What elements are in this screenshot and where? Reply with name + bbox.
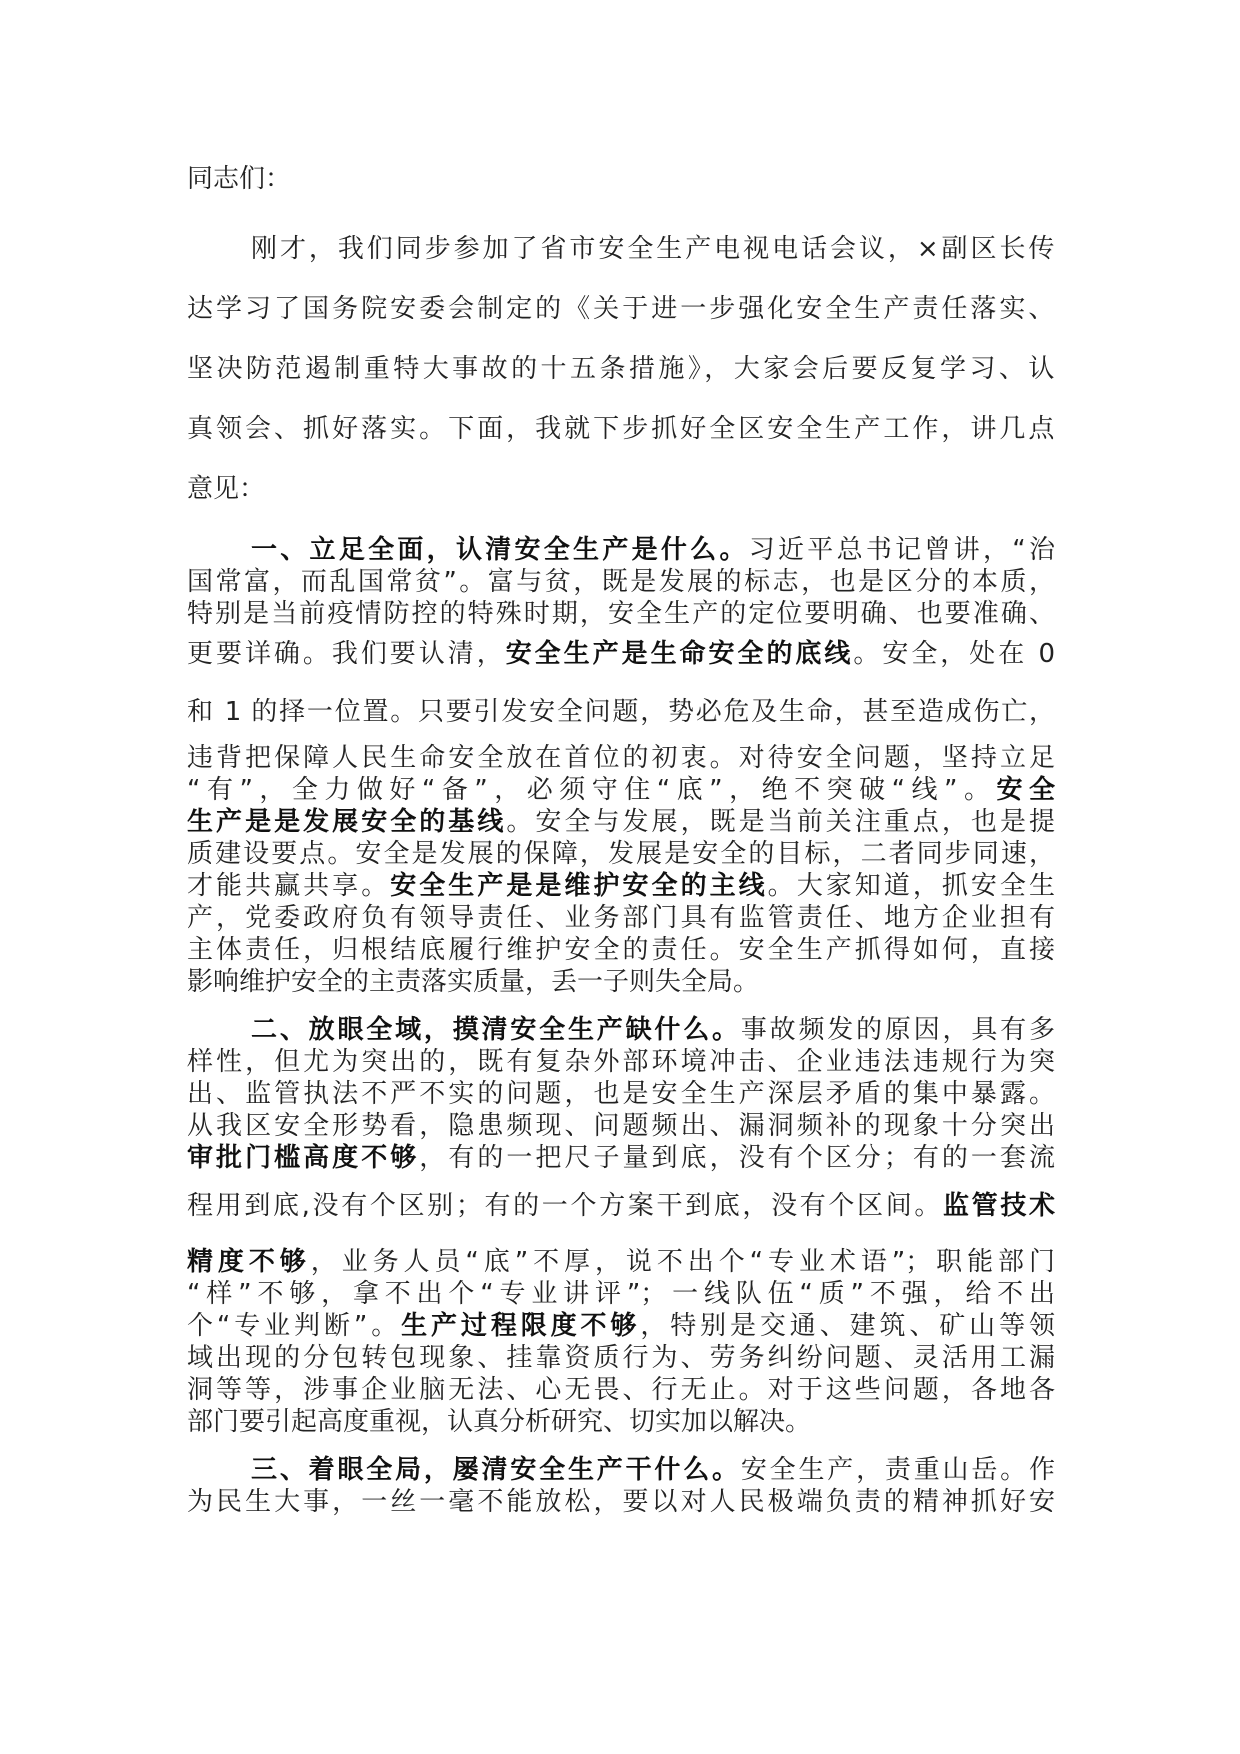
section-2-line: 从我区安全形势看，隐患频现、问题频出、漏洞频补的现象十分突出 (187, 1111, 1055, 1141)
section-2-line: 程用到底,没有个区别；有的一个方案干到底，没有个区间。监管技术 (187, 1191, 1055, 1221)
section-1-line: 特别是当前疫情防控的特殊时期，安全生产的定位要明确、也要准确、 (187, 599, 1055, 629)
emphasis-bottom-line: 安全生产是生命安全的底线 (505, 639, 854, 669)
section-1-line: 一、立足全面，认清安全生产是什么。习近平总书记曾讲，“治 (251, 535, 1055, 565)
section-3-line: 为民生大事，一丝一毫不能放松，要以对人民极端负责的精神抓好安 (187, 1487, 1055, 1517)
section-1-line: 和 1 的择一位置。只要引发安全问题，势必危及生命，甚至造成伤亡， (187, 697, 1055, 727)
section-1-line: 更要详确。我们要认清，安全生产是生命安全的底线。安全，处在 0 (187, 639, 1055, 669)
section-2-heading: 二、放眼全域，摸清安全生产缺什么。 (251, 1015, 741, 1045)
section-3-line: 三、着眼全局，屡清安全生产干什么。安全生产，责重山岳。作 (251, 1455, 1055, 1485)
section-2-line: 样性，但尤为突出的，既有复杂外部环境冲击、企业违法违规行为突 (187, 1047, 1055, 1077)
emphasis-base-line: 生产是是发展安全的基线 (187, 807, 507, 837)
intro-line: 意见： (187, 474, 266, 504)
section-1-line: 产，党委政府负有领导责任、业务部门具有监管责任、地方企业担有 (187, 903, 1055, 933)
intro-line: 达学习了国务院安委会制定的《关于进一步强化安全生产责任落实、 (187, 294, 1055, 324)
section-1-heading: 一、立足全面，认清安全生产是什么。 (251, 535, 749, 565)
section-3-heading: 三、着眼全局，屡清安全生产干什么。 (251, 1455, 741, 1485)
emphasis-main-line: 安全生产是是维护安全的主线 (390, 871, 768, 901)
section-2-line: 部门要引起高度重视，认真分析研究、切实加以解决。 (187, 1407, 812, 1437)
section-2-line: 出、监管执法不严不实的问题，也是安全生产深层矛盾的集中暴露。 (187, 1079, 1055, 1109)
emphasis-production: 生产过程限度不够 (401, 1311, 641, 1341)
section-1-line: 违背把保障人民生命安全放在首位的初衷。对待安全问题，坚持立足 (187, 743, 1055, 773)
section-1-line: 质建设要点。安全是发展的保障，发展是安全的目标，二者同步同速， (187, 839, 1055, 869)
intro-line: 刚才，我们同步参加了省市安全生产电视电话会议，×副区长传 (251, 234, 1055, 264)
section-2-line: 二、放眼全域，摸清安全生产缺什么。事故频发的原因，具有多 (251, 1015, 1055, 1045)
section-2-line: “样”不够，拿不出个“专业讲评”；一线队伍“质”不强，给不出 (187, 1279, 1055, 1309)
section-2-line: 审批门槛高度不够，有的一把尺子量到底，没有个区分；有的一套流 (187, 1143, 1055, 1173)
section-2-line: 域出现的分包转包现象、挂靠资质行为、劳务纠纷问题、灵活用工漏 (187, 1343, 1055, 1373)
emphasis-approval: 审批门槛高度不够 (187, 1143, 420, 1173)
greeting: 同志们： (187, 164, 292, 194)
section-2-line: 个“专业判断”。生产过程限度不够，特别是交通、建筑、矿山等领 (187, 1311, 1055, 1341)
section-1-line: 主体责任，归根结底履行维护安全的责任。安全生产抓得如何，直接 (187, 935, 1055, 965)
section-1-line: 生产是是发展安全的基线。安全与发展，既是当前关注重点，也是提 (187, 807, 1055, 837)
section-1-line: 才能共赢共享。安全生产是是维护安全的主线。大家知道，抓安全生 (187, 871, 1055, 901)
section-1-line: 国常富，而乱国常贫”。富与贫，既是发展的标志，也是区分的本质， (187, 567, 1055, 597)
section-2-line: 洞等等，涉事企业脑无法、心无畏、行无止。对于这些问题，各地各 (187, 1375, 1055, 1405)
section-1-line: “有”，全力做好“备”，必须守住“底”，绝不突破“线”。安全 (187, 775, 1055, 805)
section-2-line: 精度不够，业务人员“底”不厚，说不出个“专业术语”；职能部门 (187, 1247, 1055, 1277)
section-1-line: 影响维护安全的主责落实质量，丢一子则失全局。 (187, 967, 760, 997)
intro-line: 坚决防范遏制重特大事故的十五条措施》，大家会后要反复学习、认 (187, 354, 1055, 384)
intro-line: 真领会、抓好落实。下面，我就下步抓好全区安全生产工作，讲几点 (187, 414, 1055, 444)
emphasis-supervision: 精度不够 (187, 1247, 311, 1277)
